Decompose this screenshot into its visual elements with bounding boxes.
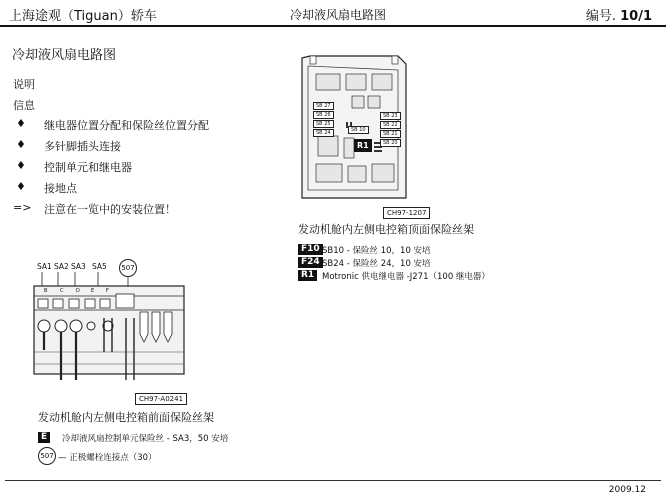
header-left-title: 上海途观（Tiguan）轿车 — [9, 9, 157, 24]
intro-line: 信息 — [13, 99, 35, 112]
fuse-label: SB 22 — [380, 121, 401, 129]
fuse-label: SB 10 — [348, 126, 369, 134]
sa5-label: SA5 — [92, 262, 107, 271]
sa1-label: SA1 — [37, 262, 52, 271]
header-center-title: 冷却液风扇电路图 — [290, 8, 387, 22]
list-mark: => — [13, 201, 32, 214]
list-item: 接地点 — [44, 182, 77, 195]
top-figure-caption: 发动机舱内左侧电控箱顶面保险丝架 — [298, 223, 474, 236]
fuse-label: SB 21 — [380, 130, 401, 138]
fuse-label: SB 23 — [380, 112, 401, 120]
front-fuse-holder-diagram — [30, 272, 190, 392]
legend-text-f10: SB10 - 保险丝 10，10 安培 — [322, 246, 431, 256]
fuse-label: SB 26 — [313, 111, 334, 119]
legend-tag-f24: F24 — [298, 257, 323, 268]
list-item: 注意在一览中的安装位置！ — [44, 203, 176, 216]
legend-text-f24: SB24 - 保险丝 24，10 安培 — [322, 259, 431, 269]
footer-rule — [5, 480, 661, 481]
legend-tag-r1: R1 — [298, 270, 317, 281]
list-mark: ♦ — [16, 180, 26, 193]
list-mark: ♦ — [16, 159, 26, 172]
list-item: 控制单元和继电器 — [44, 161, 132, 174]
list-item: 继电器位置分配和保险丝位置分配 — [44, 119, 209, 132]
legend-tag-e: E — [38, 432, 50, 443]
footer-date: 2009.12 — [608, 485, 646, 495]
page-title: 冷却液风扇电路图 — [12, 48, 117, 63]
legend-text-r1: Motronic 供电继电器 -J271（100 继电器） — [322, 272, 490, 282]
intro-line: 说明 — [13, 78, 35, 91]
slot-letter: F — [106, 288, 109, 294]
fuse-label: SB 20 — [380, 139, 401, 147]
top-figure-code: CH97-1207 — [383, 207, 430, 219]
legend-tag-f10: F10 — [298, 244, 323, 255]
fuse-label: SB 24 — [313, 129, 334, 137]
slot-letter: C — [60, 288, 64, 294]
ground-point-507-legend-marker: 507 — [38, 447, 56, 465]
ground-point-text: — 正极螺栓连接点（30） — [58, 453, 157, 463]
header-number — [586, 5, 652, 24]
fuse-label: SB 27 — [313, 102, 334, 110]
legend-text-e: 冷却液风扇控制单元保险丝 - SA3，50 安培 — [62, 434, 229, 444]
bottom-figure-code: CH97-A0241 — [135, 393, 187, 405]
header-number-prefix: 编号. — [585, 9, 616, 24]
ground-point-507-marker: 507 — [119, 259, 137, 277]
slot-letter: B — [44, 288, 48, 294]
list-mark: ♦ — [16, 138, 26, 151]
slot-letter: D — [76, 288, 80, 294]
header-rule — [0, 25, 666, 27]
fuse-label: SB 25 — [313, 120, 334, 128]
sa3-label: SA3 — [71, 262, 86, 271]
header-number-value: 10/1 — [620, 9, 652, 24]
bottom-figure-caption: 发动机舱内左侧电控箱前面保险丝架 — [38, 411, 214, 424]
list-item: 多针脚插头连接 — [44, 140, 121, 153]
slot-letter: E — [91, 288, 95, 294]
sa2-label: SA2 — [54, 262, 69, 271]
relay-r1-marker: R1 — [354, 139, 372, 152]
list-mark: ♦ — [16, 117, 26, 130]
